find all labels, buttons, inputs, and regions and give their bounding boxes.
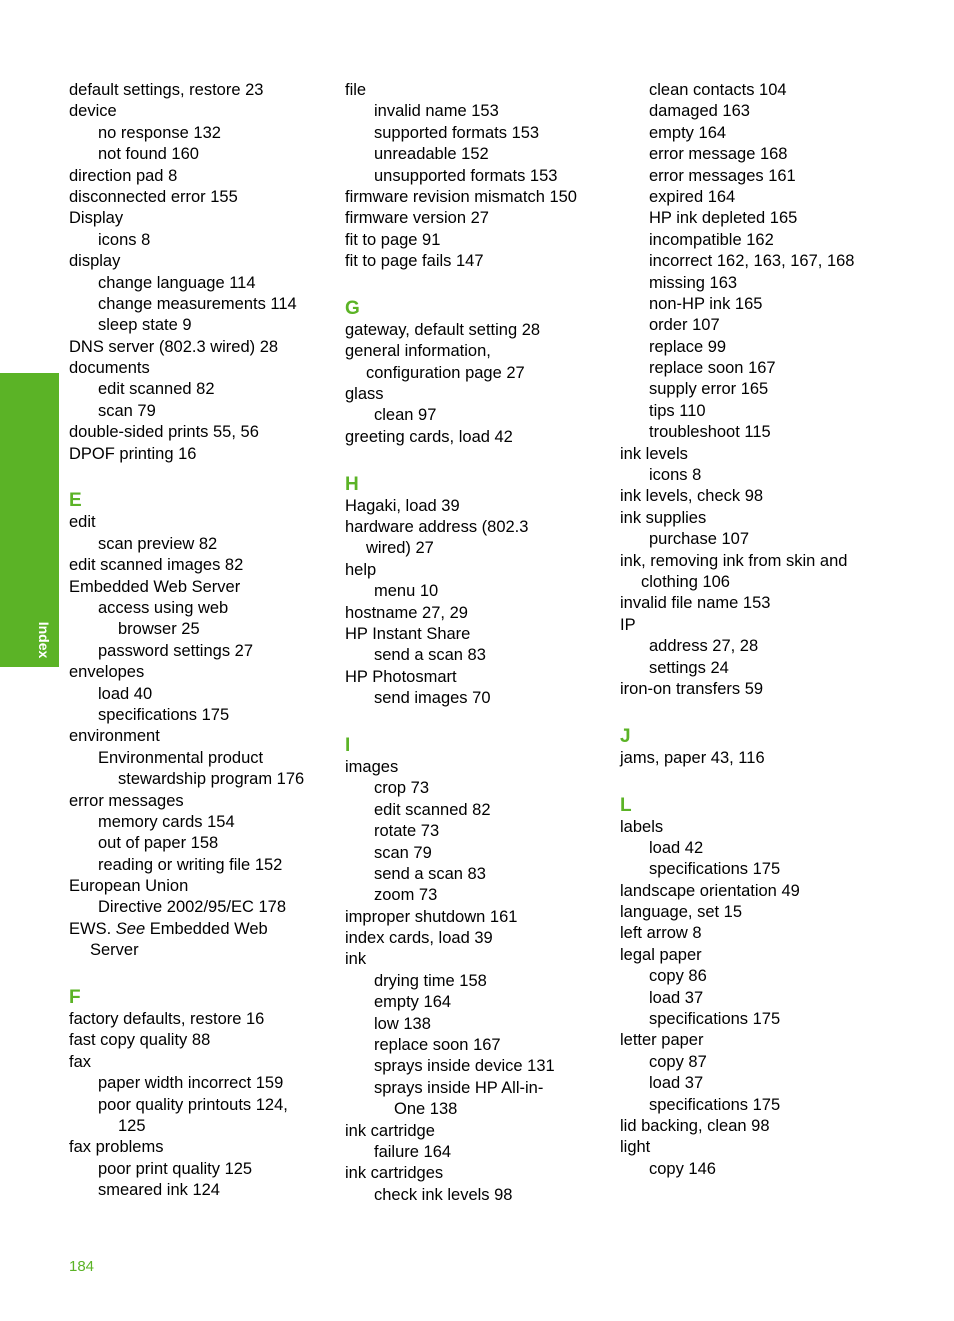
index-entry: fax problems bbox=[69, 1138, 164, 1157]
index-subentry: copy 87 bbox=[649, 1052, 707, 1071]
index-entry: ink supplies bbox=[620, 508, 707, 527]
index-subentry: change measurements 114 bbox=[98, 294, 297, 313]
page-number: 184 bbox=[69, 1258, 95, 1275]
index-entry: envelopes bbox=[69, 663, 145, 682]
index-subentry: change language 114 bbox=[98, 273, 256, 292]
index-entry: Embedded Web Server bbox=[69, 577, 241, 596]
index-subentry: non-HP ink 165 bbox=[649, 294, 763, 313]
index-entry: jams, paper 43, 116 bbox=[620, 748, 765, 767]
index-entry: lid backing, clean 98 bbox=[620, 1116, 770, 1135]
index-subentry: error message 168 bbox=[649, 145, 788, 164]
index-subentry: load 40 bbox=[98, 684, 153, 703]
index-subentry: smeared ink 124 bbox=[98, 1181, 220, 1200]
index-entry: greeting cards, load 42 bbox=[345, 427, 513, 446]
section-gap bbox=[69, 962, 329, 983]
index-subentry: clean contacts 104 bbox=[649, 81, 787, 99]
index-subentry: scan 79 bbox=[374, 843, 432, 862]
index-subentry: not found 160 bbox=[98, 145, 199, 164]
index-entry: index cards, load 39 bbox=[345, 929, 493, 948]
index-subentry: replace 99 bbox=[649, 337, 727, 356]
index-subentry: replace soon 167 bbox=[374, 1036, 501, 1055]
index-subentry: password settings 27 bbox=[98, 641, 254, 660]
index-letter-heading: E bbox=[69, 490, 82, 512]
index-entry: language, set 15 bbox=[620, 903, 743, 922]
index-entry: device bbox=[69, 102, 117, 121]
index-entry bbox=[69, 919, 329, 940]
index-entry-continuation: wired) 27 bbox=[366, 539, 434, 558]
index-entry: IP bbox=[620, 615, 636, 634]
index-entry: light bbox=[620, 1138, 651, 1157]
index-side-tab-label: Index bbox=[36, 621, 52, 659]
index-entry: gateway, default setting 28 bbox=[345, 320, 541, 339]
index-entry: error messages bbox=[69, 791, 184, 810]
index-subentry: icons 8 bbox=[649, 466, 702, 485]
index-subentry: edit scanned 82 bbox=[98, 380, 215, 399]
index-subentry: settings 24 bbox=[649, 658, 729, 677]
index-entry: hardware address (802.3 bbox=[345, 518, 529, 537]
index-subentry: address 27, 28 bbox=[649, 637, 759, 656]
index-subentry: sleep state 9 bbox=[98, 316, 192, 335]
index-subentry: order 107 bbox=[649, 316, 720, 335]
index-entry: fit to page 91 bbox=[345, 230, 441, 249]
index-entry: ink cartridge bbox=[345, 1121, 435, 1140]
index-subentry: troubleshoot 115 bbox=[649, 423, 771, 442]
index-subentry: damaged 163 bbox=[649, 102, 750, 121]
index-subentry: HP ink depleted 165 bbox=[649, 209, 798, 228]
index-subentry: Directive 2002/95/EC 178 bbox=[98, 898, 287, 917]
index-entry: DPOF printing 16 bbox=[69, 444, 197, 463]
index-entry: default settings, restore 23 bbox=[69, 81, 264, 99]
index-entry: Hagaki, load 39 bbox=[345, 496, 460, 515]
section-gap bbox=[620, 769, 920, 790]
index-entry: legal paper bbox=[620, 945, 702, 964]
index-entry: invalid file name 153 bbox=[620, 594, 771, 613]
index-subentry: Environmental product bbox=[98, 748, 264, 767]
index-subentry: drying time 158 bbox=[374, 971, 487, 990]
index-subentry: copy 86 bbox=[649, 967, 707, 986]
index-subentry: tips 110 bbox=[649, 401, 706, 420]
index-entry: HP Photosmart bbox=[345, 667, 457, 686]
section-gap bbox=[345, 448, 610, 469]
index-entry: fax bbox=[69, 1052, 92, 1071]
section-gap bbox=[345, 273, 610, 294]
index-column-2 bbox=[345, 80, 610, 1206]
index-entry: ink, removing ink from skin and bbox=[620, 551, 848, 570]
index-entry: display bbox=[69, 252, 121, 271]
index-subentry: low 138 bbox=[374, 1014, 431, 1033]
index-subentry: copy 146 bbox=[649, 1159, 716, 1178]
index-entry: help bbox=[345, 560, 377, 579]
index-letter-heading: J bbox=[620, 725, 631, 747]
index-entry: images bbox=[345, 757, 399, 776]
index-entry: environment bbox=[69, 727, 160, 746]
index-subentry: send a scan 83 bbox=[374, 864, 486, 883]
index-subentry: replace soon 167 bbox=[649, 359, 776, 378]
index-entry: edit scanned images 82 bbox=[69, 556, 244, 575]
index-subentry: load 37 bbox=[649, 988, 704, 1007]
index-subentry: supported formats 153 bbox=[374, 123, 540, 142]
index-subentry: no response 132 bbox=[98, 123, 221, 142]
index-column-1 bbox=[69, 80, 329, 1202]
index-entry: letter paper bbox=[620, 1031, 704, 1050]
section-gap bbox=[620, 700, 920, 721]
index-entry: general information, bbox=[345, 342, 491, 361]
index-entry: ink cartridges bbox=[345, 1164, 444, 1183]
index-entry: firmware revision mismatch 150 bbox=[345, 187, 577, 206]
index-subentry: scan preview 82 bbox=[98, 534, 218, 553]
index-letter-heading: L bbox=[620, 794, 632, 816]
index-entry: file bbox=[345, 81, 367, 99]
index-subentry: edit scanned 82 bbox=[374, 800, 491, 819]
index-entry: landscape orientation 49 bbox=[620, 881, 800, 900]
index-subentry: clean 97 bbox=[374, 406, 437, 425]
index-subentry: error messages 161 bbox=[649, 166, 796, 185]
index-subentry: unreadable 152 bbox=[374, 145, 489, 164]
index-entry: edit bbox=[69, 513, 96, 532]
index-entry: fast copy quality 88 bbox=[69, 1031, 211, 1050]
index-subentry: send images 70 bbox=[374, 689, 491, 708]
index-entry: ink levels, check 98 bbox=[620, 487, 764, 506]
index-subentry: access using web bbox=[98, 598, 229, 617]
index-subentry: incorrect 162, 163, 167, 168 bbox=[649, 252, 855, 271]
index-entry: DNS server (802.3 wired) 28 bbox=[69, 337, 279, 356]
index-entry: hostname 27, 29 bbox=[345, 603, 468, 622]
index-subentry: reading or writing file 152 bbox=[98, 855, 283, 874]
index-subentry: empty 164 bbox=[649, 123, 727, 142]
index-entry: documents bbox=[69, 359, 150, 378]
index-subentry: load 37 bbox=[649, 1074, 704, 1093]
index-entry: factory defaults, restore 16 bbox=[69, 1010, 265, 1029]
index-subentry-continuation: stewardship program 176 bbox=[118, 770, 305, 789]
index-subentry: memory cards 154 bbox=[98, 812, 235, 831]
index-entry: fit to page fails 147 bbox=[345, 252, 484, 271]
index-subentry: incompatible 162 bbox=[649, 230, 774, 249]
index-entry-continuation: Server bbox=[90, 941, 139, 960]
index-subentry: menu 10 bbox=[374, 582, 439, 601]
index-letter-heading: I bbox=[345, 734, 351, 756]
index-subentry-continuation: browser 25 bbox=[118, 620, 200, 639]
see-target: Embedded Web bbox=[145, 919, 268, 938]
index-letter-heading: G bbox=[345, 297, 360, 319]
index-subentry: specifications 175 bbox=[649, 1095, 781, 1114]
index-entry: improper shutdown 161 bbox=[345, 907, 518, 926]
index-subentry: invalid name 153 bbox=[374, 102, 499, 121]
index-entry-continuation: configuration page 27 bbox=[366, 363, 525, 382]
index-column-3 bbox=[620, 80, 920, 1180]
index-subentry: rotate 73 bbox=[374, 822, 440, 841]
index-entry: direction pad 8 bbox=[69, 166, 178, 185]
index-entry: double-sided prints 55, 56 bbox=[69, 423, 259, 442]
index-entry: Display bbox=[69, 209, 124, 228]
index-entry: left arrow 8 bbox=[620, 924, 702, 943]
index-subentry: out of paper 158 bbox=[98, 834, 219, 853]
index-subentry: specifications 175 bbox=[649, 860, 781, 879]
index-subentry: empty 164 bbox=[374, 993, 452, 1012]
index-subentry: check ink levels 98 bbox=[374, 1185, 513, 1204]
section-gap bbox=[345, 710, 610, 731]
index-entry-term: EWS. bbox=[69, 919, 116, 938]
section-gap bbox=[69, 465, 329, 486]
index-entry: glass bbox=[345, 385, 384, 404]
index-subentry: sprays inside HP All-in- bbox=[374, 1078, 544, 1097]
index-letter-heading: F bbox=[69, 987, 81, 1009]
index-subentry: specifications 175 bbox=[98, 705, 230, 724]
index-subentry: paper width incorrect 159 bbox=[98, 1074, 284, 1093]
index-subentry-continuation: 125 bbox=[118, 1116, 146, 1135]
index-entry: disconnected error 155 bbox=[69, 187, 238, 206]
index-subentry: supply error 165 bbox=[649, 380, 769, 399]
index-subentry: failure 164 bbox=[374, 1142, 452, 1161]
index-subentry: purchase 107 bbox=[649, 530, 749, 549]
index-subentry: zoom 73 bbox=[374, 886, 438, 905]
index-subentry: icons 8 bbox=[98, 230, 151, 249]
index-subentry: crop 73 bbox=[374, 779, 430, 798]
index-subentry: sprays inside device 131 bbox=[374, 1057, 555, 1076]
index-letter-heading: H bbox=[345, 473, 359, 495]
index-subentry: poor print quality 125 bbox=[98, 1159, 253, 1178]
index-entry: European Union bbox=[69, 877, 189, 896]
index-subentry: missing 163 bbox=[649, 273, 738, 292]
index-subentry: specifications 175 bbox=[649, 1010, 781, 1029]
index-subentry: unsupported formats 153 bbox=[374, 166, 558, 185]
index-subentry: poor quality printouts 124, bbox=[98, 1095, 288, 1114]
index-entry: ink bbox=[345, 950, 367, 969]
index-subentry: load 42 bbox=[649, 838, 704, 857]
index-subentry: expired 164 bbox=[649, 187, 736, 206]
index-entry: ink levels bbox=[620, 444, 688, 463]
index-entry: firmware version 27 bbox=[345, 209, 489, 228]
index-entry: iron-on transfers 59 bbox=[620, 679, 764, 698]
index-subentry: send a scan 83 bbox=[374, 646, 486, 665]
index-entry-continuation: clothing 106 bbox=[641, 572, 730, 591]
see-reference: See bbox=[115, 919, 146, 938]
index-entry: labels bbox=[620, 817, 664, 836]
index-subentry-continuation: One 138 bbox=[394, 1100, 458, 1119]
index-entry: HP Instant Share bbox=[345, 624, 471, 643]
index-subentry: scan 79 bbox=[98, 401, 156, 420]
